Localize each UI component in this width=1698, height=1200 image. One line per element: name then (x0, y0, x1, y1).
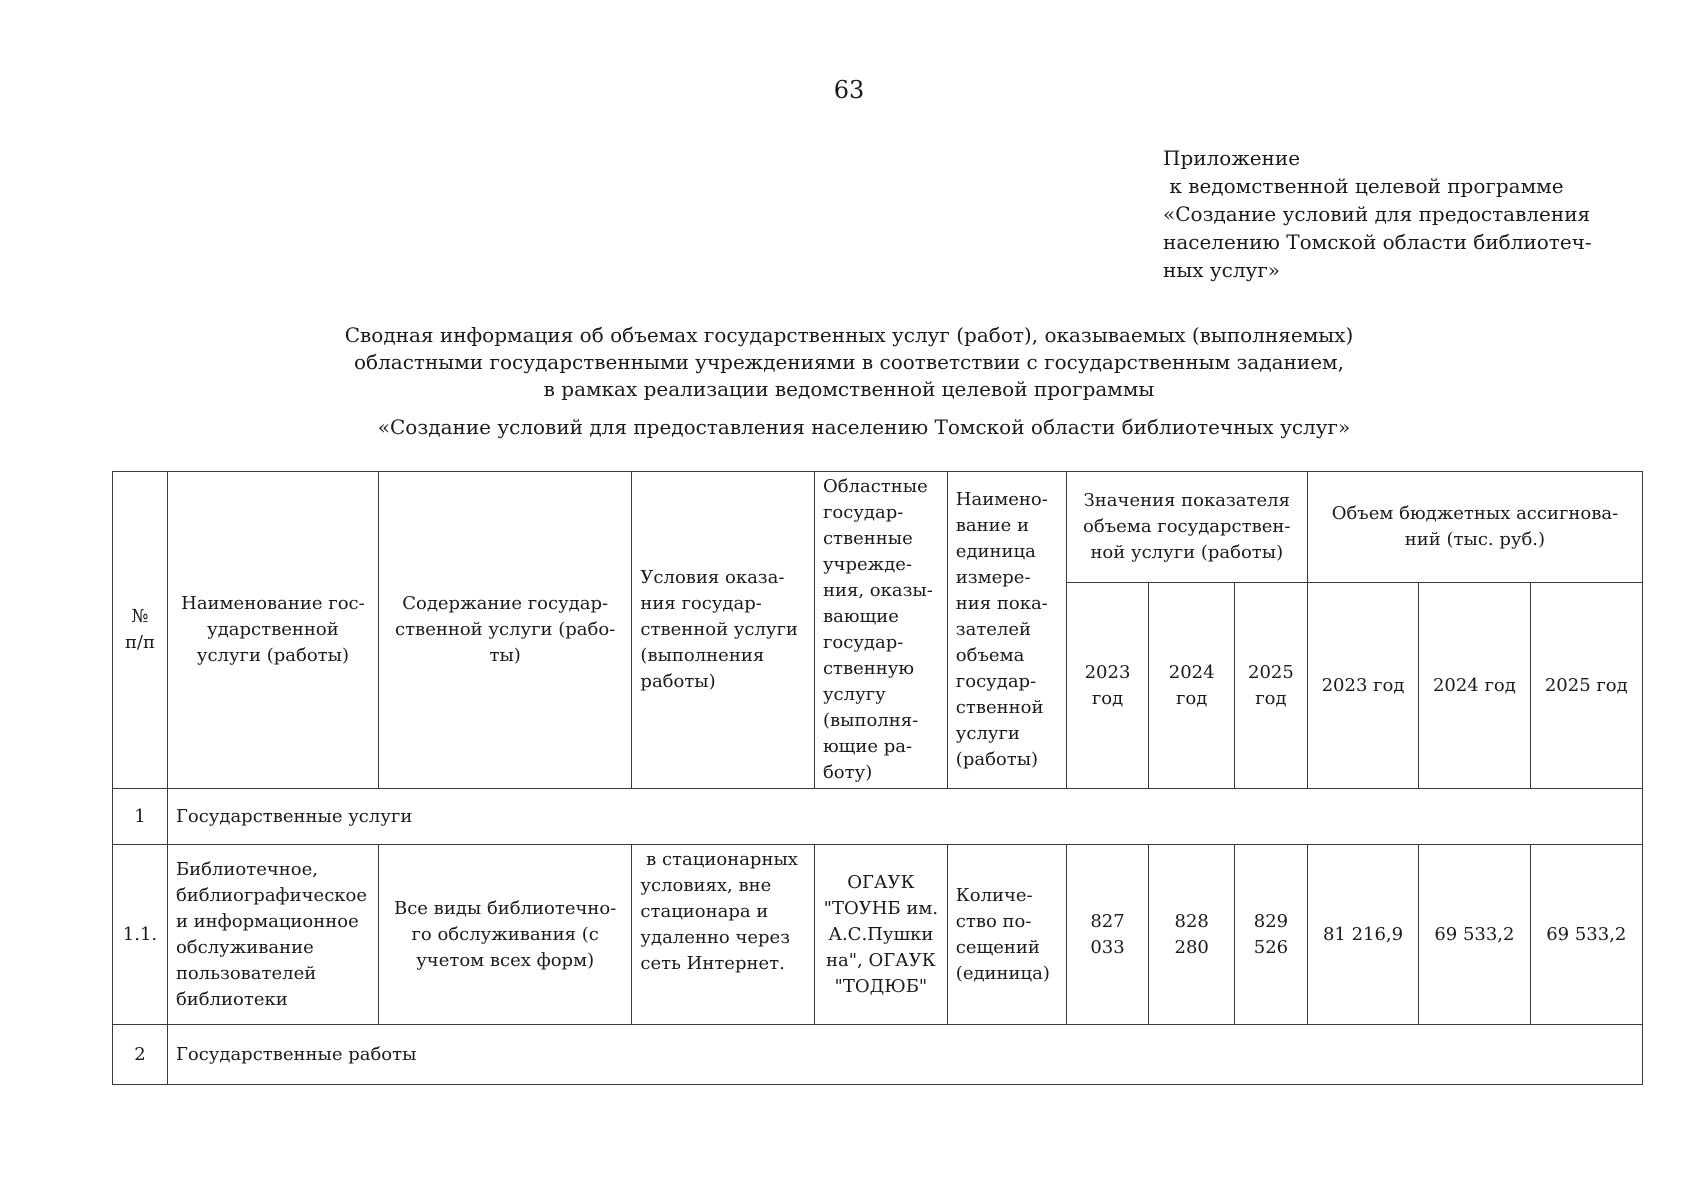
row-num: 1.1. (113, 845, 168, 1025)
header-budget-group: Объем бюджетных ассигнова-ний (тыс. руб.) (1307, 472, 1642, 583)
program-name: «Создание условий для предоставления населению Томской области библиотечных услуг» (377, 415, 1351, 439)
document-title (0, 322, 1698, 441)
header-conditions: Условия оказа-ния государ-ственной услуги (выполнения работы) (632, 472, 815, 789)
page-number: 63 (833, 76, 865, 104)
header-budget-year: 2023 год (1307, 583, 1418, 789)
table-row (113, 845, 1643, 1025)
title-line: Сводная информация об объемах государственных услуг (работ), оказываемых (выполняемых) (344, 323, 1354, 347)
row-institutions: ОГАУК "ТОУНБ им. А.С.Пушки на", ОГАУК "ТОДЮБ" (814, 845, 947, 1025)
title-line: областными государственными учреждениями в соответствии с государственным заданием, (354, 350, 1344, 374)
section-label: Государственные работы (167, 1025, 1642, 1085)
appendix-line: Приложение (1163, 146, 1301, 170)
row-unit: Количе-ство по-сещений (единица) (947, 845, 1066, 1025)
appendix-line: населению Томской области библиотеч- (1163, 230, 1592, 254)
section-label: Государственные услуги (167, 789, 1642, 845)
header-institutions: Областные государ-ственные учрежде-ния, оказы-вающие государ-ственную услугу (выполня-ющие ра-боту) (814, 472, 947, 789)
header-budget-year: 2024 год (1419, 583, 1530, 789)
header-row (113, 472, 1643, 583)
header-volume-group: Значения показателя объема государствен-ной услуги (работы) (1066, 472, 1307, 583)
appendix-line: «Создание условий для предоставления (1163, 202, 1591, 226)
header-volume-year: 2025 год (1235, 583, 1308, 789)
row-volume: 827 033 (1066, 845, 1149, 1025)
row-content: Все виды библиотечно-го обслуживания (с учетом всех форм) (378, 845, 632, 1025)
section-row (113, 789, 1643, 845)
appendix-line: ных услуг» (1163, 258, 1281, 282)
header-volume-year: 2023 год (1066, 583, 1149, 789)
section-num: 2 (113, 1025, 168, 1085)
header-num: № п/п (113, 472, 168, 789)
row-service-name: Библиотечное, библиографическое и информационное обслуживание пользователей библиотеки (167, 845, 378, 1025)
header-content: Содержание государ-ственной услуги (рабо-ты) (378, 472, 632, 789)
appendix-line: к ведомственной целевой программе (1163, 174, 1564, 198)
section-row (113, 1025, 1643, 1085)
appendix-note (1163, 144, 1592, 284)
header-service-name: Наименование гос-ударственной услуги (работы) (167, 472, 378, 789)
row-conditions: в стационарных условиях, вне стационара и удаленно через сеть Интернет. (632, 845, 815, 1025)
services-table (112, 471, 1643, 1085)
section-num: 1 (113, 789, 168, 845)
header-volume-year: 2024 год (1149, 583, 1235, 789)
header-budget-year: 2025 год (1530, 583, 1642, 789)
row-budget: 69 533,2 (1530, 845, 1642, 1025)
header-unit: Наимено-вание и единица измере-ния пока-зателей объема государ-ственной услуги (работы) (947, 472, 1066, 789)
row-volume: 829 526 (1235, 845, 1308, 1025)
row-budget: 69 533,2 (1419, 845, 1530, 1025)
row-volume: 828 280 (1149, 845, 1235, 1025)
row-budget: 81 216,9 (1307, 845, 1418, 1025)
title-line: в рамках реализации ведомственной целевой программы (543, 377, 1155, 401)
